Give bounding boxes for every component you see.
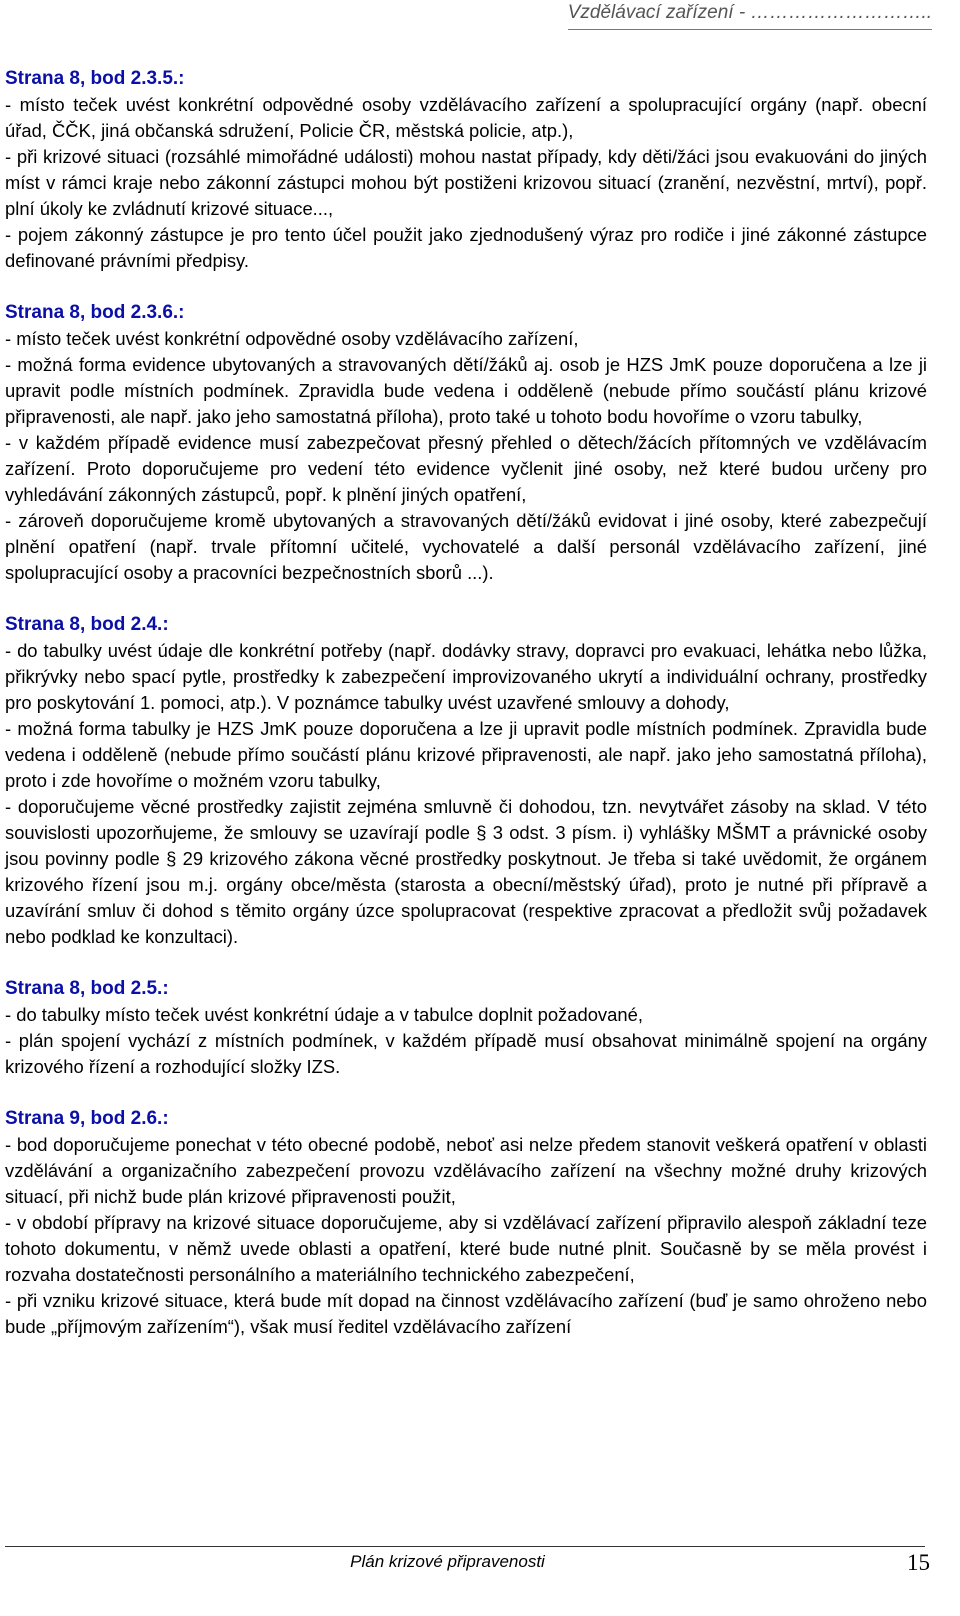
paragraph: - do tabulky uvést údaje dle konkrétní potřeby (např. dodávky stravy, dopravci pro evakuaci, lehátka nebo lůžka, přikrývky nebo spací pytle, prostředky k zabezpečení improvizovaného ukrytí a individuální ochrany, prostředky pro poskytování 1. pomoci, atp.). V poznámce tabulky uvést uzavřené smlouvy a dohody, bbox=[5, 640, 927, 713]
page-footer: Plán krizové připravenosti bbox=[350, 1552, 545, 1571]
section-heading: Strana 8, bod 2.5.: bbox=[5, 978, 169, 999]
paragraph: - místo teček uvést konkrétní odpovědné osoby vzdělávacího zařízení a spolupracující orgány (např. obecní úřad, ČČK, jiná občanská sdružení, Policie ČR, městská policie, atp.), bbox=[5, 94, 927, 141]
paragraph: - pojem zákonný zástupce je pro tento účel použit jako zjednodušený výraz pro rodiče i jiné zákonné zástupce definované právními předpisy. bbox=[5, 224, 927, 271]
paragraph: - zároveň doporučujeme kromě ubytovaných a stravovaných dětí/žáků evidovat i jiné osoby, které zabezpečují plnění opatření (např. trvale přítomní učitelé, vychovatelé a další personál vzdělávacího zařízení, jiné spolupracující osoby a pracovníci bezpečnostních sborů ...). bbox=[5, 510, 927, 583]
paragraph: - v každém případě evidence musí zabezpečovat přesný přehled o dětech/žácích přítomných ve vzdělávacím zařízení. Proto doporučujeme pro vedení této evidence vyčlenit jiné osoby, než které budou určeny pro vyhledávání zákonných zástupců, popř. k plnění jiných opatření, bbox=[5, 432, 927, 505]
page-number: 15 bbox=[907, 1550, 930, 1575]
paragraph: - bod doporučujeme ponechat v této obecné podobě, neboť asi nelze předem stanovit veškerá opatření v oblasti vzdělávání a organizačního zabezpečení provozu vzdělávacího zařízení na všechny možné druhy krizových situací, při nichž bude plán krizové připravenosti použit, bbox=[5, 1134, 927, 1207]
paragraph: - možná forma tabulky je HZS JmK pouze doporučena a lze ji upravit podle místních podmínek. Zpravidla bude vedena i odděleně (nebude přímo součástí plánu krizové připravenosti, ale např. jako jeho samostatná příloha), proto i zde hovoříme o možném vzoru tabulky, bbox=[5, 718, 927, 791]
section-2-5 bbox=[5, 976, 927, 1080]
paragraph: - plán spojení vychází z místních podmínek, v každém případě musí obsahovat minimálně spojení na orgány krizového řízení a rozhodující složky IZS. bbox=[5, 1030, 927, 1077]
page-header: Vzdělávací zařízení - ……………………….. bbox=[568, 0, 932, 30]
section-2-3-6 bbox=[5, 300, 927, 586]
paragraph: - v období přípravy na krizové situace doporučujeme, aby si vzdělávací zařízení připravilo alespoň základní teze tohoto dokumentu, v němž uvede oblasti a opatření, které bude nutné plnit. Současně by se měla provést i rozvaha dostatečnosti personálního a materiálního technického zabezpečení, bbox=[5, 1212, 927, 1285]
section-heading: Strana 9, bod 2.6.: bbox=[5, 1108, 169, 1129]
paragraph: - při krizové situaci (rozsáhlé mimořádné události) mohou nastat případy, kdy děti/žáci jsou evakuováni do jiných míst v rámci kraje nebo zákonní zástupci mohou být postiženi krizovou situací (zranění, nezvěstní, mrtví), popř. plní úkoly ke zvládnutí krizové situace..., bbox=[5, 146, 927, 219]
document-body bbox=[5, 66, 927, 1366]
footer-divider bbox=[5, 1546, 925, 1547]
section-heading: Strana 8, bod 2.3.6.: bbox=[5, 302, 185, 323]
paragraph: - možná forma evidence ubytovaných a stravovaných dětí/žáků aj. osob je HZS JmK pouze doporučena a lze ji upravit podle místních podmínek. Zpravidla bude vedena i odděleně (nebude přímo součástí plánu krizové připravenosti, ale např. jako jeho samostatná příloha), proto také u tohoto bodu hovoříme o vzoru tabulky, bbox=[5, 354, 927, 427]
paragraph: - místo teček uvést konkrétní odpovědné osoby vzdělávacího zařízení, bbox=[5, 328, 579, 349]
paragraph: - při vzniku krizové situace, která bude mít dopad na činnost vzdělávacího zařízení (buď je samo ohroženo nebo bude „příjmovým zařízením“), však musí ředitel vzdělávacího zařízení bbox=[5, 1290, 927, 1337]
section-heading: Strana 8, bod 2.3.5.: bbox=[5, 68, 185, 89]
section-2-6 bbox=[5, 1106, 927, 1340]
paragraph: - doporučujeme věcné prostředky zajistit zejména smluvně či dohodou, tzn. nevytvářet zásoby na sklad. V této souvislosti upozorňujeme, že smlouvy se uzavírají podle § 3 odst. 3 písm. i) vyhlášky MŠMT a právnické osoby jsou povinny podle § 29 krizového zákona věcné prostředky poskytnout. Je třeba si také uvědomit, že orgánem krizového řízení jsou m.j. orgány obce/města (starosta a obecní/městský úřad), proto je nutné při přípravě a uzavírání smluv či dohod s těmito orgány úzce spolupracovat (respektive zpracovat a předložit svůj požadavek nebo podklad ke konzultaci). bbox=[5, 796, 927, 947]
section-2-4 bbox=[5, 612, 927, 950]
section-heading: Strana 8, bod 2.4.: bbox=[5, 614, 169, 635]
section-2-3-5 bbox=[5, 66, 927, 274]
paragraph: - do tabulky místo teček uvést konkrétní údaje a v tabulce doplnit požadované, bbox=[5, 1004, 643, 1025]
